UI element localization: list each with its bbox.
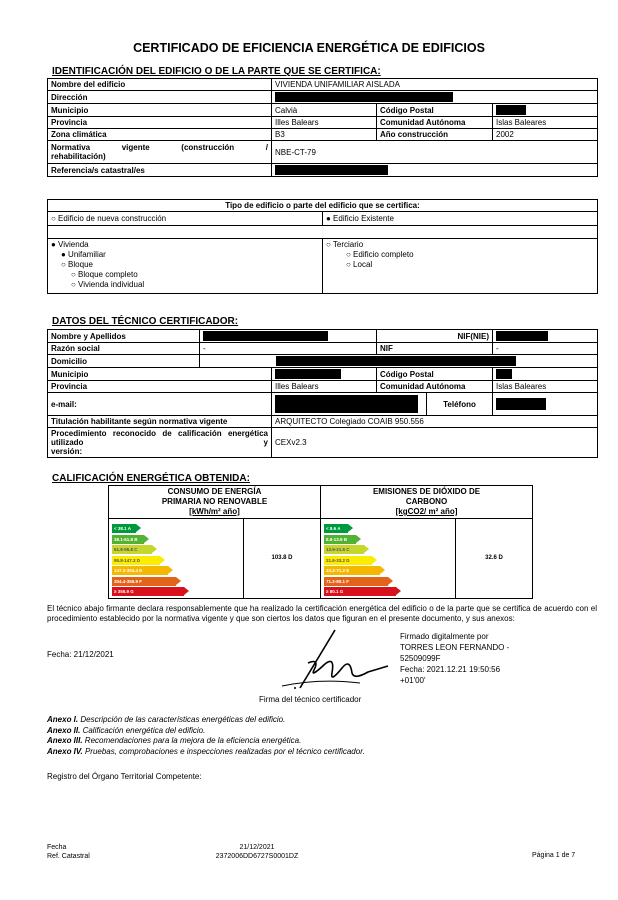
- anexo-item: Anexo II. Calificación energética del edificio.: [47, 725, 206, 735]
- normativa-label-line2: rehabilitación): [51, 152, 106, 161]
- footer-values: [197, 843, 317, 861]
- firma-label: Firma del técnico certificador: [259, 695, 362, 704]
- firma-digital-line4: Fecha: 2021.12.21 19:50:56: [400, 665, 501, 674]
- email-value: [272, 393, 427, 416]
- procedimiento-label-line2: versión:: [51, 447, 83, 456]
- emisiones-header: [321, 486, 533, 519]
- nombre-edificio-label: Nombre del edificio: [48, 79, 272, 91]
- procedimiento-label-line1: Procedimiento reconocido de calificación energética utilizado y: [51, 429, 268, 447]
- tecnico-provincia-value: Illes Balears: [272, 381, 377, 393]
- tecnico-ca-label: Comunidad Autónoma: [377, 381, 493, 393]
- consumo-bar-a: < 38.1 A: [112, 524, 136, 533]
- referencia-catastral-label: Referencia/s catastral/es: [48, 164, 272, 177]
- redacted-block: [496, 105, 526, 115]
- footer-fecha-value: 21/12/2021: [239, 844, 275, 851]
- anexo-item: Anexo IV. Pruebas, comprobaciones e inspecciones realizadas por el técnico certificador.: [47, 746, 365, 756]
- consumo-bar-b: 38.1-61.8 B: [112, 535, 144, 544]
- terciario-option: ○ Terciario: [326, 240, 364, 249]
- consumo-scale: [109, 519, 244, 599]
- razon-social-value: -: [200, 343, 377, 355]
- tecnico-nombre-value: [200, 330, 377, 343]
- consumo-bar-e: 147.3-304.4 E: [112, 566, 168, 575]
- municipio-value: Calvià: [272, 104, 377, 117]
- tecnico-municipio-value: [272, 368, 377, 381]
- edificio-existente-option: ● Edificio Existente: [323, 212, 598, 226]
- emisiones-value: 32.6 D: [456, 519, 533, 599]
- anexos-list: [47, 715, 365, 757]
- domicilio-label: Domicilio: [48, 355, 200, 368]
- local-option: ○ Local: [346, 260, 373, 269]
- provincia-value: Illes Balears: [272, 117, 377, 129]
- comunidad-autonoma-label: Comunidad Autónoma: [377, 117, 493, 129]
- consumo-header: [109, 486, 321, 519]
- consumo-bar-c: 61.8-95.8 C: [112, 545, 152, 554]
- nombre-edificio-value: VIVIENDA UNIFAMILIAR AISLADA: [272, 79, 598, 91]
- zona-climatica-value: B3: [272, 129, 377, 141]
- page-title: CERTIFICADO DE EFICIENCIA ENERGÉTICA DE EDIFICIOS: [133, 41, 485, 55]
- bloque-completo-option: ○ Bloque completo: [71, 270, 138, 279]
- vivienda-options: [48, 239, 323, 294]
- redacted-block: [203, 331, 328, 341]
- spacer-row: [48, 226, 598, 239]
- municipio-label: Municipio: [48, 104, 272, 117]
- comunidad-autonoma-value: Islas Baleares: [493, 117, 598, 129]
- redacted-block: [275, 165, 388, 175]
- direccion-label: Dirección: [48, 91, 272, 104]
- emisiones-header-line1: EMISIONES DE DIÓXIDO DE: [372, 487, 481, 496]
- registro-label: Registro del Órgano Territorial Competente:: [47, 772, 202, 781]
- declaracion-text: El técnico abajo firmante declara responsablemente que ha realizado la certificación energética del edificio o de la parte que se certifica de acuerdo con el procedimiento establecido por la normativa vigente y que son ciertos los datos que figuran en el presente documento, y sus anexos:: [47, 604, 597, 623]
- nif-label: NIF: [377, 343, 493, 355]
- normativa-value: NBE-CT-79: [272, 141, 598, 164]
- fecha-firma: Fecha: 21/12/2021: [47, 650, 114, 659]
- tecnico-cp-label: Código Postal: [377, 368, 493, 381]
- consumo-header-line2: PRIMARIA NO RENOVABLE: [161, 497, 268, 506]
- tecnico-nombre-label: Nombre y Apellidos: [48, 330, 200, 343]
- consumo-header-line3: [kWh/m² año]: [189, 507, 240, 516]
- normativa-label-line1: Normativa vigente (construcción /: [51, 143, 268, 152]
- telefono-value: [493, 393, 598, 416]
- redacted-block: [496, 369, 512, 379]
- firma-digital-line2: TORRES LEON FERNANDO -: [400, 643, 510, 652]
- tecnico-ca-value: Islas Baleares: [493, 381, 598, 393]
- signature-image: [280, 628, 390, 700]
- footer-ref-label: Ref. Catastral: [47, 853, 90, 860]
- consumo-bar-d: 95.8-147.3 D: [112, 556, 160, 565]
- bloque-option: ○ Bloque: [61, 260, 93, 269]
- tecnico-table: [47, 329, 598, 458]
- titulacion-label: Titulación habilitante según normativa vigente: [48, 416, 272, 428]
- vivienda-option: ● Vivienda: [51, 240, 89, 249]
- terciario-options: [323, 239, 598, 294]
- emisiones-scale-bars: [324, 524, 456, 599]
- nif-value: -: [493, 343, 598, 355]
- provincia-label: Provincia: [48, 117, 272, 129]
- redacted-block: [275, 369, 341, 379]
- firma-digital-line1: Firmado digitalmente por: [400, 632, 489, 641]
- identificacion-heading: IDENTIFICACIÓN DEL EDIFICIO O DE LA PARTE QUE SE CERTIFICA:: [52, 66, 381, 77]
- emisiones-bar-f: 71.2-80.1 F: [324, 577, 388, 586]
- normativa-label: [48, 141, 272, 164]
- emisiones-header-line3: [kgCO2/ m² año]: [395, 507, 458, 516]
- tecnico-provincia-label: Provincia: [48, 381, 272, 393]
- emisiones-scale: [321, 519, 456, 599]
- titulacion-value: ARQUITECTO Colegiado COAIB 950.556: [272, 416, 598, 428]
- page-number: Página 1 de 7: [532, 852, 576, 859]
- consumo-scale-bars: [112, 524, 244, 599]
- codigo-postal-label: Código Postal: [377, 104, 493, 117]
- edificio-completo-option: ○ Edificio completo: [346, 250, 414, 259]
- codigo-postal-value: [493, 104, 598, 117]
- unifamiliar-option: ● Unifamiliar: [61, 250, 106, 259]
- emisiones-bar-e: 33.2-71.2 E: [324, 566, 380, 575]
- emisiones-bar-g: ≥ 80.1 G: [324, 587, 396, 596]
- consumo-bar-g: ≥ 355.9 G: [112, 587, 184, 596]
- emisiones-bar-c: 13.9-21.6 C: [324, 545, 364, 554]
- telefono-label: Teléfono: [427, 393, 493, 416]
- procedimiento-label: [48, 428, 272, 458]
- redacted-block: [276, 356, 516, 366]
- emisiones-bar-d: 21.6-33.2 D: [324, 556, 372, 565]
- nif-nie-label: NIF(NIE): [377, 330, 493, 343]
- zona-climatica-label: Zona climática: [48, 129, 272, 141]
- redacted-block: [275, 92, 453, 102]
- identificacion-table: [47, 78, 598, 177]
- anexo-item: Anexo I. Descripción de las características energéticas del edificio.: [47, 715, 286, 724]
- vivienda-individual-option: ○ Vivienda individual: [71, 280, 145, 289]
- referencia-catastral-value: [272, 164, 598, 177]
- nueva-construccion-option: ○ Edificio de nueva construcción: [48, 212, 323, 226]
- consumo-header-line1: CONSUMO DE ENERGÍA: [167, 487, 262, 496]
- footer-fecha-label: Fecha: [47, 844, 67, 851]
- emisiones-header-line2: CARBONO: [405, 497, 448, 506]
- firma-digital-line5: +01'00': [400, 676, 426, 685]
- anexo-item: Anexo III. Recomendaciones para la mejora de la eficiencia energética.: [47, 736, 302, 745]
- tecnico-heading: DATOS DEL TÉCNICO CERTIFICADOR:: [52, 316, 239, 327]
- emisiones-bar-a: < 8.6 A: [324, 524, 348, 533]
- direccion-value: [272, 91, 598, 104]
- emisiones-bar-b: 8.6-13.9 B: [324, 535, 356, 544]
- footer-ref-value: 2372006DD6727S0001DZ: [215, 853, 299, 860]
- tipo-edificio-table: [47, 199, 598, 294]
- redacted-block: [496, 398, 546, 410]
- nif-nie-value: [493, 330, 598, 343]
- tecnico-municipio-label: Municipio: [48, 368, 272, 381]
- anio-construccion-value: 2002: [493, 129, 598, 141]
- razon-social-label: Razón social: [48, 343, 200, 355]
- footer-labels: [47, 843, 90, 861]
- redacted-block: [496, 331, 548, 341]
- redacted-block: [275, 395, 418, 413]
- calificacion-table: [108, 485, 533, 599]
- tipo-edificio-heading: Tipo de edificio o parte del edificio que se certifica:: [48, 200, 598, 212]
- tecnico-cp-value: [493, 368, 598, 381]
- procedimiento-value: CEXv2.3: [272, 428, 598, 458]
- email-label: e-mail:: [48, 393, 272, 416]
- firma-digital-line3: 52509099F: [400, 654, 441, 663]
- consumo-bar-f: 304.4-355.9 F: [112, 577, 176, 586]
- anio-construccion-label: Año construcción: [377, 129, 493, 141]
- consumo-value: 103.8 D: [244, 519, 321, 599]
- firma-digital-block: [400, 631, 509, 686]
- calificacion-heading: CALIFICACIÓN ENERGÉTICA OBTENIDA:: [52, 473, 250, 484]
- domicilio-value: [200, 355, 598, 368]
